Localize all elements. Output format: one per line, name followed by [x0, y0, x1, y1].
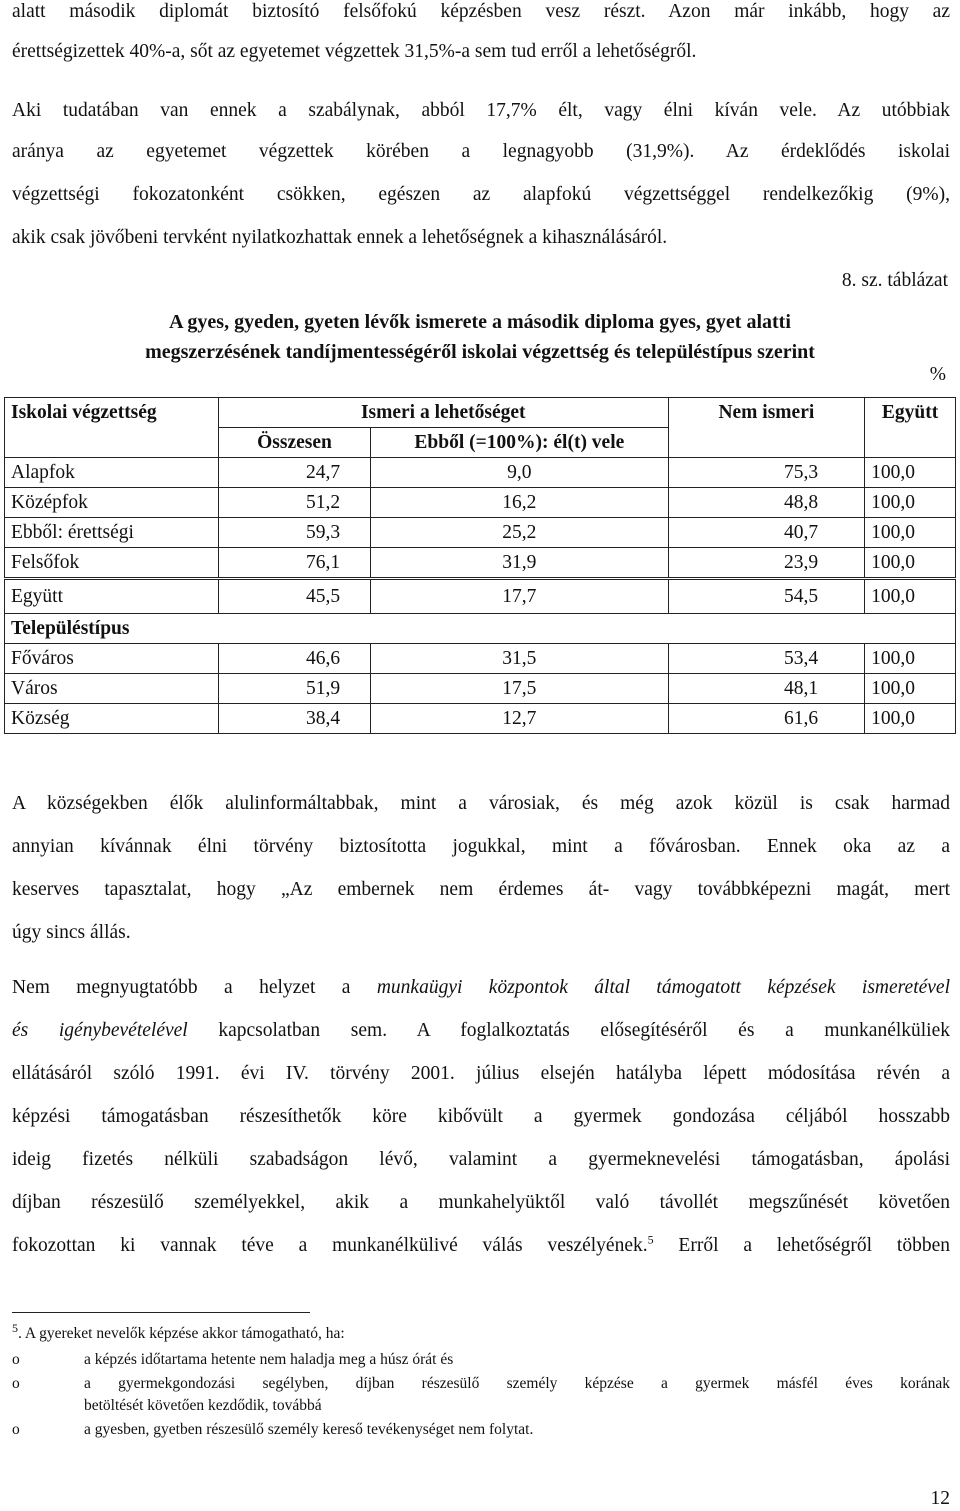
- table-title: megszerzésének tandíjmentességéről iskolai végzettség és településtípus szerint: [145, 341, 815, 363]
- cell: 51,2: [218, 488, 370, 518]
- cell: 25,2: [371, 518, 668, 548]
- text-line: keserves tapasztalat, hogy „Az embernek nem érdemes át- vagy továbbképezni magát, mert: [12, 879, 950, 900]
- cell: 16,2: [371, 488, 668, 518]
- footnote-item-text: a gyesben, gyetben részesülő személy kereső tevékenységet nem folytat.: [84, 1421, 534, 1438]
- subheader-total: Összesen: [218, 428, 370, 458]
- text-run: Erről a lehetőségről többen: [653, 1235, 950, 1256]
- cell: 40,7: [668, 518, 865, 548]
- cell: 100,0: [865, 674, 956, 704]
- text-line: [12, 1009, 950, 1052]
- text-line: [12, 1224, 950, 1267]
- cell: 17,5: [371, 674, 668, 704]
- cell: 17,7: [371, 579, 668, 614]
- table-row: [5, 674, 956, 704]
- header-not-known: Nem ismeri: [668, 398, 865, 428]
- row-label: Együtt: [5, 579, 219, 614]
- row-label: Főváros: [5, 644, 219, 674]
- text-run: Nem megnyugtatóbb a helyzet a: [12, 977, 377, 998]
- page-number: 12: [930, 1488, 950, 1509]
- text-run: kapcsolatban sem. A foglalkoztatás elősegítéséről és a munkanélküliek: [187, 1020, 951, 1041]
- footnote-item: [12, 1420, 950, 1442]
- cell: 59,3: [218, 518, 370, 548]
- cell: 53,4: [668, 644, 865, 674]
- text-line: aránya az egyetemet végzettek körében a legnagyobb (31,9%). Az érdeklődés iskolai: [12, 141, 950, 162]
- table-row: [5, 548, 956, 579]
- row-label: Község: [5, 704, 219, 734]
- cell: 100,0: [865, 458, 956, 488]
- row-label: Alapfok: [5, 458, 219, 488]
- text-line: díjban részesülő személyekkel, akik a munkahelyüktől való távollét megszűnését követően: [12, 1192, 950, 1213]
- text-line: A községekben élők alulinformáltabbak, mint a városiak, és még azok közül is csak harmad: [12, 793, 950, 814]
- footnote-divider: [12, 1312, 310, 1313]
- text-line: ellátásáról szóló 1991. évi IV. törvény 2001. július elsején hatályba lépett módosítása révén a: [12, 1063, 950, 1084]
- bullet-icon: o: [12, 1351, 20, 1368]
- cell: 61,6: [668, 704, 865, 734]
- cell: 31,9: [371, 548, 668, 579]
- table-row: [5, 488, 956, 518]
- text-line: ideig fizetés nélküli szabadságon lévő, valamint a gyermeknevelési támogatásban, ápolási: [12, 1149, 950, 1170]
- header-known: Ismeri a lehetőséget: [218, 398, 668, 428]
- text-line: végzettségi fokozatonként csökken, egészen az alapfokú végzettséggel rendelkezőkig (9%),: [12, 184, 950, 205]
- cell: 31,5: [371, 644, 668, 674]
- cell: 100,0: [865, 548, 956, 579]
- text-line: érettségizettek 40%-a, sőt az egyetemet végzettek 31,5%-a sem tud erről a lehetőségről.: [12, 41, 697, 62]
- text-line: alatt második diplomát biztosító felsőfokú képzésben vesz részt. Azon már inkább, hogy az: [12, 1, 950, 22]
- header-education: Iskolai végzettség: [5, 398, 219, 428]
- table-header-row: [5, 398, 956, 428]
- text-line: [12, 966, 950, 1009]
- footnote-intro: [12, 1320, 950, 1344]
- row-label: Középfok: [5, 488, 219, 518]
- paragraph: [12, 782, 950, 954]
- bullet-icon: o: [12, 1421, 20, 1438]
- header-total: Együtt: [865, 398, 956, 428]
- cell: 100,0: [865, 488, 956, 518]
- cell: 46,6: [218, 644, 370, 674]
- text-line: úgy sincs állás.: [12, 922, 131, 943]
- footnote-item: [12, 1350, 950, 1372]
- cell: 48,1: [668, 674, 865, 704]
- cell: 54,5: [668, 579, 865, 614]
- cell: 100,0: [865, 644, 956, 674]
- footnote-item-text: a gyermekgondozási segélyben, díjban részesülő személy képzése a gyermek másfél éves korának: [84, 1375, 950, 1392]
- text-line: Aki tudatában van ennek a szabálynak, abból 17,7% élt, vagy élni kíván vele. Az utóbbiak: [12, 100, 950, 121]
- cell: 75,3: [668, 458, 865, 488]
- row-label: Ebből: érettségi: [5, 518, 219, 548]
- footnote-item-text: a képzés időtartama hetente nem haladja meg a húsz órát és: [84, 1351, 454, 1368]
- footnote-number: 5: [12, 1320, 18, 1335]
- cell: 48,8: [668, 488, 865, 518]
- cell: 100,0: [865, 518, 956, 548]
- cell: 24,7: [218, 458, 370, 488]
- table-section-row: [5, 614, 956, 644]
- cell: 45,5: [218, 579, 370, 614]
- table-row-total: [5, 579, 956, 614]
- table-row: [5, 704, 956, 734]
- cell: 51,9: [218, 674, 370, 704]
- footnote-item: [12, 1396, 950, 1418]
- cell: 38,4: [218, 704, 370, 734]
- text-line: akik csak jövőbeni tervként nyilatkozhattak ennek a lehetőségnek a kihasználásáról.: [12, 227, 668, 248]
- text-run: fokozottan ki vannak téve a munkanélkülivé válás veszélyének.: [12, 1235, 648, 1256]
- italic-run: munkaügyi központok által támogatott képzések ismeretével: [376, 977, 950, 998]
- table-title: A gyes, gyeden, gyeten lévők ismerete a második diploma gyes, gyet alatti: [169, 311, 791, 333]
- table-row: [5, 458, 956, 488]
- cell: 9,0: [371, 458, 668, 488]
- cell: 76,1: [218, 548, 370, 579]
- table-row: [5, 518, 956, 548]
- unit-label: %: [929, 364, 946, 385]
- footnote-item-text: betöltését követően kezdődik, továbbá: [84, 1397, 322, 1414]
- footnote-text: . A gyereket nevelők képzése akkor támogatható, ha:: [18, 1325, 345, 1342]
- paragraph: [12, 966, 950, 1267]
- footnote-ref: 5: [647, 1232, 654, 1247]
- section-label: Településtípus: [5, 614, 956, 644]
- row-label: Város: [5, 674, 219, 704]
- italic-run: és igénybevételével: [12, 1020, 188, 1041]
- footnote-item: [12, 1374, 950, 1396]
- row-label: Felsőfok: [5, 548, 219, 579]
- subheader-used: Ebből (=100%): él(t) vele: [371, 428, 668, 458]
- data-table: [4, 397, 956, 734]
- cell: 100,0: [865, 579, 956, 614]
- table-number: 8. sz. táblázat: [841, 270, 948, 291]
- cell: 23,9: [668, 548, 865, 579]
- text-line: képzési támogatásban részesíthetők köre kibővült a gyermek gondozása céljából hosszabb: [12, 1106, 950, 1127]
- cell: 100,0: [865, 704, 956, 734]
- bullet-icon: o: [12, 1375, 20, 1392]
- cell: 12,7: [371, 704, 668, 734]
- text-line: annyian kívánnak élni törvény biztosította jogukkal, mint a fővárosban. Ennek oka az a: [12, 836, 950, 857]
- table-row: [5, 644, 956, 674]
- table-subheader-row: [5, 428, 956, 458]
